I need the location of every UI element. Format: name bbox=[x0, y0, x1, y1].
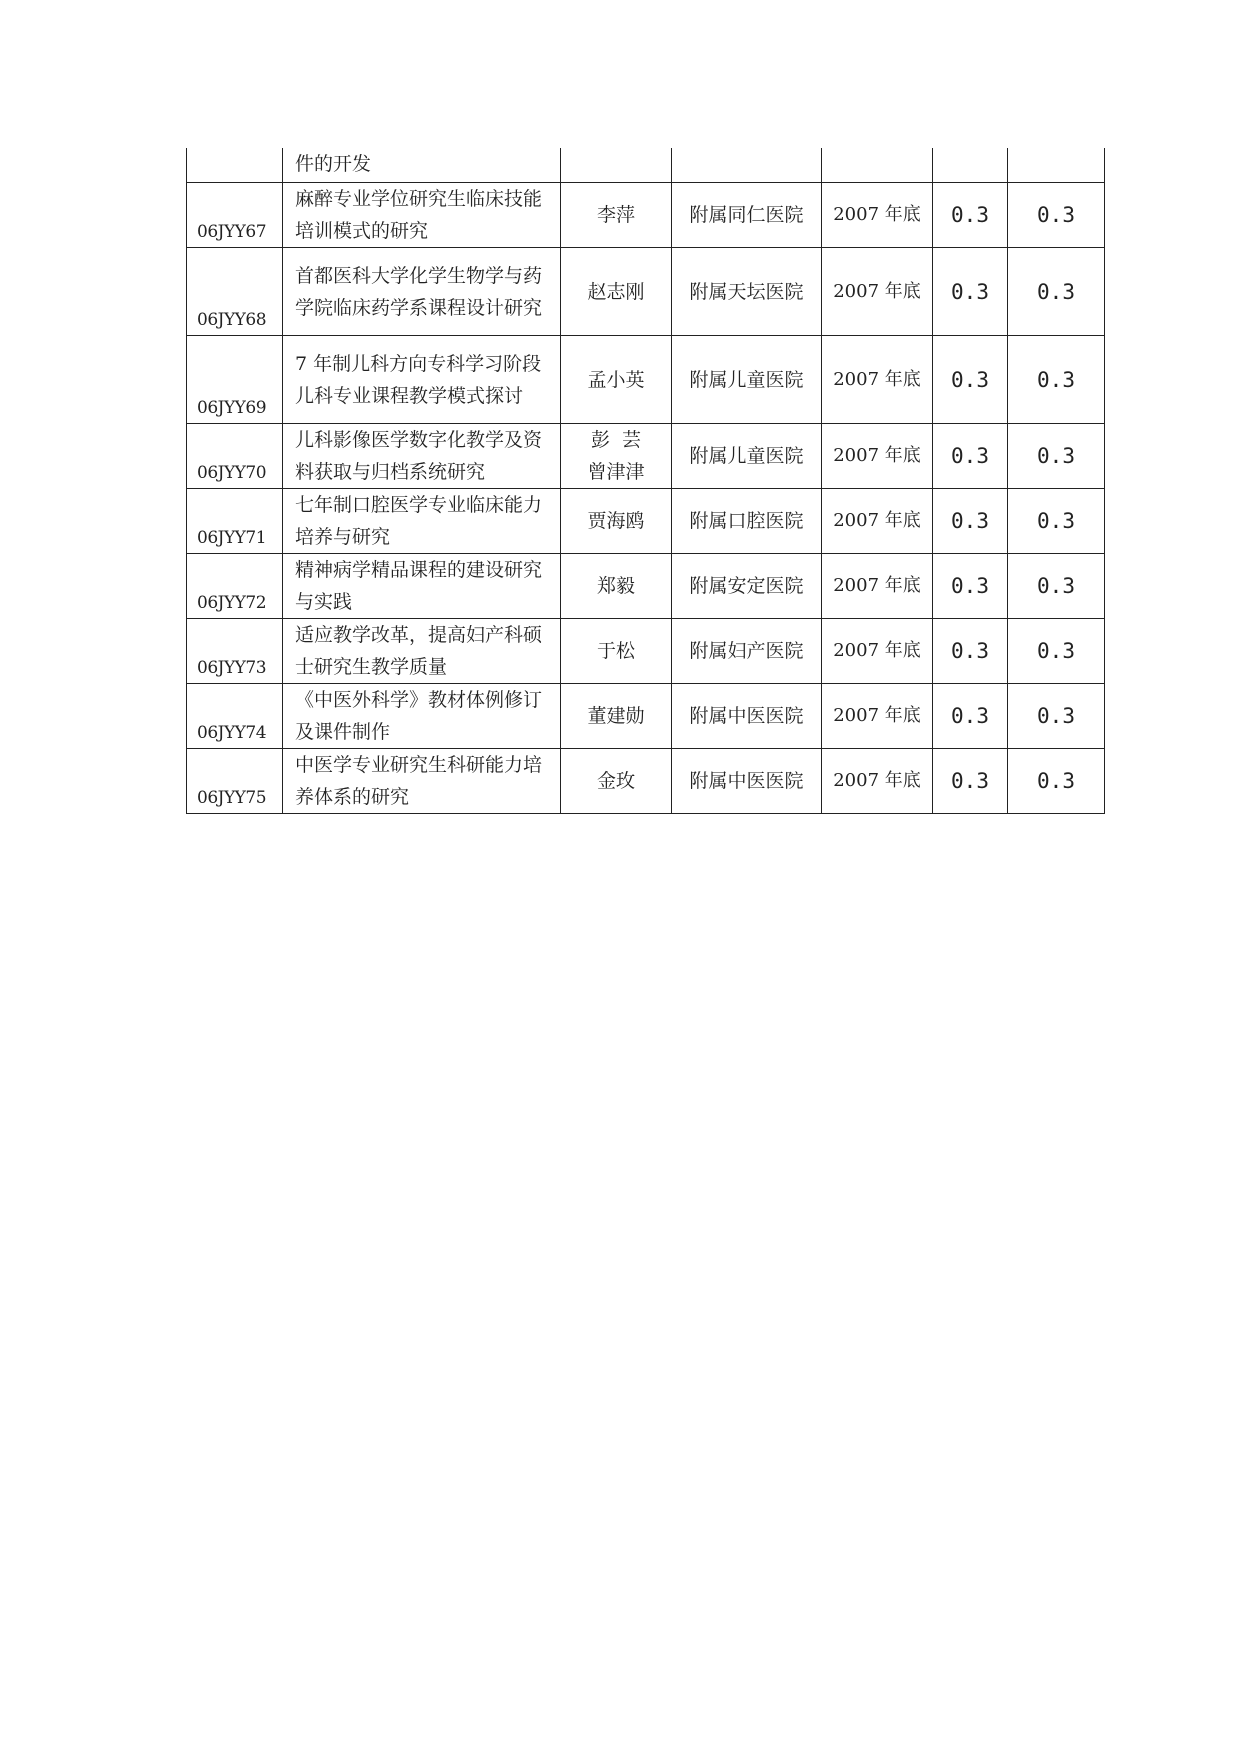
cell-value-1: 0.3 bbox=[933, 248, 1008, 336]
cell-date: 2007 年底 bbox=[822, 554, 933, 619]
cell-unit: 附属同仁医院 bbox=[672, 183, 822, 248]
cell-value-2: 0.3 bbox=[1008, 749, 1105, 814]
cell-person bbox=[561, 749, 672, 814]
table-row-continued bbox=[187, 148, 1105, 183]
cell-person bbox=[561, 148, 672, 183]
table-row bbox=[187, 684, 1105, 749]
table-row bbox=[187, 336, 1105, 424]
cell-id: 06JYY68 bbox=[187, 248, 283, 336]
cell-title: 《中医外科学》教材体例修订及课件制作 bbox=[283, 684, 561, 749]
cell-id bbox=[187, 148, 283, 183]
cell-unit: 附属中医医院 bbox=[672, 749, 822, 814]
cell-value-2: 0.3 bbox=[1008, 248, 1105, 336]
person-name: 郑毅 bbox=[596, 575, 635, 597]
cell-unit: 附属口腔医院 bbox=[672, 489, 822, 554]
cell-id: 06JYY71 bbox=[187, 489, 283, 554]
cell-id: 06JYY73 bbox=[187, 619, 283, 684]
cell-date bbox=[822, 148, 933, 183]
project-table bbox=[186, 148, 1105, 814]
cell-title: 中医学专业研究生科研能力培养体系的研究 bbox=[283, 749, 561, 814]
table-row bbox=[187, 248, 1105, 336]
cell-value-2: 0.3 bbox=[1008, 424, 1105, 489]
cell-unit: 附属儿童医院 bbox=[672, 424, 822, 489]
cell-person bbox=[561, 183, 672, 248]
cell-title: 首都医科大学化学生物学与药学院临床药学系课程设计研究 bbox=[283, 248, 561, 336]
cell-id: 06JYY75 bbox=[187, 749, 283, 814]
person-name: 赵志刚 bbox=[587, 280, 645, 303]
cell-value-2 bbox=[1008, 148, 1105, 183]
cell-title: 适应教学改革，提高妇产科硕士研究生教学质量 bbox=[283, 619, 561, 684]
cell-value-2: 0.3 bbox=[1008, 183, 1105, 248]
person-name: 金玫 bbox=[596, 770, 635, 792]
person-name: 李萍 bbox=[596, 204, 635, 226]
cell-id: 06JYY69 bbox=[187, 336, 283, 424]
table-row bbox=[187, 424, 1105, 489]
cell-person bbox=[561, 424, 672, 489]
table-row bbox=[187, 183, 1105, 248]
table-body bbox=[187, 148, 1105, 814]
person-name: 孟小英 bbox=[587, 368, 645, 391]
cell-date: 2007 年底 bbox=[822, 749, 933, 814]
cell-value-1: 0.3 bbox=[933, 619, 1008, 684]
cell-value-1: 0.3 bbox=[933, 749, 1008, 814]
cell-title: 麻醉专业学位研究生临床技能培训模式的研究 bbox=[283, 183, 561, 248]
cell-date: 2007 年底 bbox=[822, 619, 933, 684]
cell-unit: 附属中医医院 bbox=[672, 684, 822, 749]
cell-id: 06JYY67 bbox=[187, 183, 283, 248]
cell-title: 7 年制儿科方向专科学习阶段儿科专业课程教学模式探讨 bbox=[283, 336, 561, 424]
cell-value-2: 0.3 bbox=[1008, 489, 1105, 554]
cell-person bbox=[561, 554, 672, 619]
cell-title: 七年制口腔医学专业临床能力培养与研究 bbox=[283, 489, 561, 554]
cell-date: 2007 年底 bbox=[822, 684, 933, 749]
cell-person bbox=[561, 619, 672, 684]
cell-person bbox=[561, 248, 672, 336]
cell-id: 06JYY74 bbox=[187, 684, 283, 749]
cell-title: 件的开发 bbox=[283, 148, 561, 183]
cell-value-2: 0.3 bbox=[1008, 619, 1105, 684]
person-name: 贾海鸥 bbox=[587, 510, 645, 532]
cell-value-1: 0.3 bbox=[933, 684, 1008, 749]
cell-value-2: 0.3 bbox=[1008, 554, 1105, 619]
cell-value-2: 0.3 bbox=[1008, 336, 1105, 424]
person-name: 于松 bbox=[596, 640, 635, 662]
person-name: 彭 芸 bbox=[590, 429, 642, 451]
person-name: 董建勋 bbox=[587, 705, 645, 727]
cell-value-1: 0.3 bbox=[933, 183, 1008, 248]
table-row bbox=[187, 749, 1105, 814]
table-row bbox=[187, 554, 1105, 619]
cell-value-2: 0.3 bbox=[1008, 684, 1105, 749]
cell-title: 精神病学精品课程的建设研究与实践 bbox=[283, 554, 561, 619]
cell-date: 2007 年底 bbox=[822, 183, 933, 248]
cell-unit: 附属安定医院 bbox=[672, 554, 822, 619]
cell-date: 2007 年底 bbox=[822, 489, 933, 554]
cell-title: 儿科影像医学数字化教学及资料获取与归档系统研究 bbox=[283, 424, 561, 489]
cell-person bbox=[561, 684, 672, 749]
cell-value-1: 0.3 bbox=[933, 424, 1008, 489]
cell-id: 06JYY72 bbox=[187, 554, 283, 619]
cell-id: 06JYY70 bbox=[187, 424, 283, 489]
cell-date: 2007 年底 bbox=[822, 336, 933, 424]
cell-unit bbox=[672, 148, 822, 183]
cell-unit: 附属天坛医院 bbox=[672, 248, 822, 336]
cell-value-1: 0.3 bbox=[933, 336, 1008, 424]
cell-unit: 附属妇产医院 bbox=[672, 619, 822, 684]
person-name: 曾津津 bbox=[587, 461, 645, 483]
cell-person bbox=[561, 489, 672, 554]
cell-date: 2007 年底 bbox=[822, 424, 933, 489]
cell-value-1: 0.3 bbox=[933, 489, 1008, 554]
cell-date: 2007 年底 bbox=[822, 248, 933, 336]
cell-person bbox=[561, 336, 672, 424]
cell-value-1: 0.3 bbox=[933, 554, 1008, 619]
table-row bbox=[187, 489, 1105, 554]
cell-unit: 附属儿童医院 bbox=[672, 336, 822, 424]
table-row bbox=[187, 619, 1105, 684]
cell-value-1 bbox=[933, 148, 1008, 183]
